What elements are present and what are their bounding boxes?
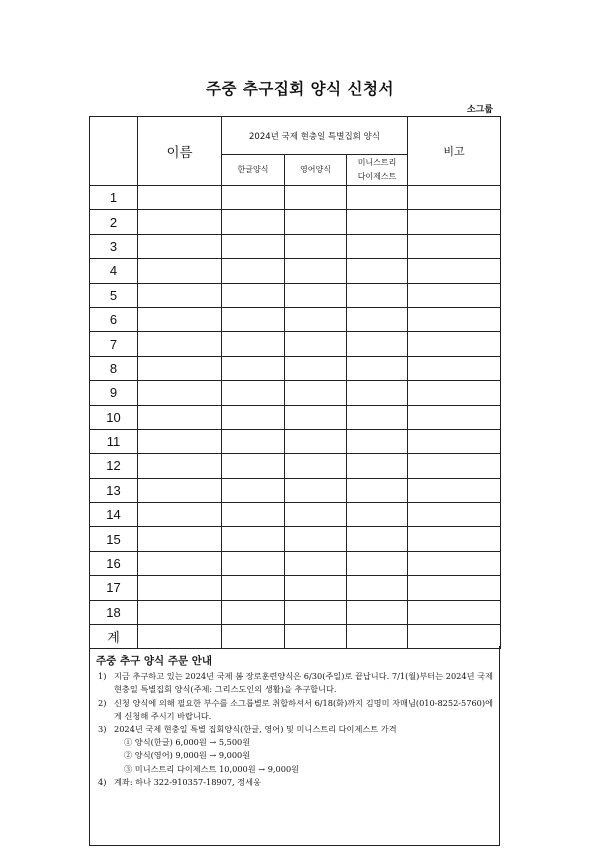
english-cell[interactable] <box>285 210 347 234</box>
price-korean: ① 양식(한글) 6,000원 → 5,500원 <box>124 737 251 748</box>
header-ministry-line2: 다이제스트 <box>357 172 397 181</box>
header-name: 이름 <box>138 117 222 186</box>
english-cell[interactable] <box>285 600 347 624</box>
application-table <box>89 116 501 649</box>
note-cell[interactable] <box>408 551 501 575</box>
ministry-cell[interactable] <box>347 356 408 380</box>
name-cell[interactable] <box>138 210 222 234</box>
ministry-cell[interactable] <box>347 234 408 258</box>
row-number: 14 <box>90 503 138 527</box>
row-number: 4 <box>90 259 138 283</box>
info-item-2 <box>96 697 493 723</box>
english-cell[interactable] <box>285 576 347 600</box>
note-cell[interactable] <box>408 307 501 331</box>
note-cell[interactable] <box>408 381 501 405</box>
info-item-text: 2024년 국제 현충일 특별 집회양식(한글, 영어) 및 미니스트리 다이제스트 가격 <box>114 724 397 735</box>
name-cell[interactable] <box>138 454 222 478</box>
row-number: 16 <box>90 551 138 575</box>
table-row <box>90 478 501 502</box>
table-row <box>90 429 501 453</box>
row-number: 1 <box>90 186 138 210</box>
note-cell[interactable] <box>408 259 501 283</box>
header-note: 비고 <box>408 117 501 186</box>
note-cell[interactable] <box>408 186 501 210</box>
row-number: 3 <box>90 234 138 258</box>
korean-cell[interactable] <box>222 576 285 600</box>
row-number: 12 <box>90 454 138 478</box>
english-cell[interactable] <box>285 307 347 331</box>
name-cell[interactable] <box>138 405 222 429</box>
header-number-cell <box>90 117 138 186</box>
table-row <box>90 600 501 624</box>
korean-cell[interactable] <box>222 405 285 429</box>
row-number: 5 <box>90 283 138 307</box>
name-cell[interactable] <box>138 234 222 258</box>
name-cell[interactable] <box>138 259 222 283</box>
korean-cell[interactable] <box>222 332 285 356</box>
note-cell[interactable] <box>408 600 501 624</box>
name-cell[interactable] <box>138 307 222 331</box>
english-cell[interactable] <box>285 259 347 283</box>
row-number: 6 <box>90 307 138 331</box>
header-ministry-digest <box>347 155 408 186</box>
korean-cell[interactable] <box>222 307 285 331</box>
ministry-cell[interactable] <box>347 576 408 600</box>
table-row <box>90 356 501 380</box>
english-cell[interactable] <box>285 356 347 380</box>
note-cell[interactable] <box>408 332 501 356</box>
ministry-cell[interactable] <box>347 210 408 234</box>
english-cell[interactable] <box>285 503 347 527</box>
table-row <box>90 551 501 575</box>
name-cell[interactable] <box>138 478 222 502</box>
ministry-cell[interactable] <box>347 454 408 478</box>
english-cell[interactable] <box>285 478 347 502</box>
row-number: 2 <box>90 210 138 234</box>
note-cell[interactable] <box>408 210 501 234</box>
korean-cell[interactable] <box>222 381 285 405</box>
ministry-cell[interactable] <box>347 551 408 575</box>
ministry-cell[interactable] <box>347 478 408 502</box>
korean-cell[interactable] <box>222 551 285 575</box>
name-cell[interactable] <box>138 381 222 405</box>
info-item-number: 4) <box>98 776 107 787</box>
name-cell[interactable] <box>138 527 222 551</box>
korean-cell[interactable] <box>222 429 285 453</box>
table-row <box>90 527 501 551</box>
korean-cell[interactable] <box>222 600 285 624</box>
header-korean-edition: 한글양식 <box>222 155 285 186</box>
row-number: 7 <box>90 332 138 356</box>
info-item-number: 2) <box>98 697 107 708</box>
row-number: 계 <box>90 625 138 649</box>
korean-cell[interactable] <box>222 234 285 258</box>
english-cell[interactable] <box>285 186 347 210</box>
name-cell[interactable] <box>138 600 222 624</box>
table-row <box>90 307 501 331</box>
info-item-1 <box>96 670 493 696</box>
table-row <box>90 454 501 478</box>
korean-cell[interactable] <box>222 527 285 551</box>
order-info-section <box>89 646 500 846</box>
ministry-cell[interactable] <box>347 259 408 283</box>
english-cell[interactable] <box>285 429 347 453</box>
info-item-4 <box>96 776 493 789</box>
header-special-edition: 2024년 국제 현충일 특별집회 양식 <box>222 117 408 155</box>
english-cell[interactable] <box>285 381 347 405</box>
korean-cell[interactable] <box>222 210 285 234</box>
name-cell[interactable] <box>138 283 222 307</box>
info-item-3 <box>96 723 493 736</box>
korean-cell[interactable] <box>222 454 285 478</box>
korean-cell[interactable] <box>222 356 285 380</box>
korean-cell[interactable] <box>222 186 285 210</box>
row-number: 15 <box>90 527 138 551</box>
info-item-text: 지금 추구하고 있는 2024년 국제 봄 장로훈련양식은 6/30(주일)로 끝납니다. 7/1(월)부터는 2024년 국제 현충일 특별집회 양식(주제: 그리스도인의 생활)을 추구합니다. <box>114 671 493 695</box>
row-number: 10 <box>90 405 138 429</box>
ministry-cell[interactable] <box>347 381 408 405</box>
ministry-cell[interactable] <box>347 186 408 210</box>
row-number: 11 <box>90 429 138 453</box>
note-cell[interactable] <box>408 454 501 478</box>
ministry-cell[interactable] <box>347 503 408 527</box>
note-cell[interactable] <box>408 405 501 429</box>
note-cell[interactable] <box>408 576 501 600</box>
row-number: 9 <box>90 381 138 405</box>
note-cell[interactable] <box>408 356 501 380</box>
table-row <box>90 210 501 234</box>
header-english-edition: 영어양식 <box>285 155 347 186</box>
order-info-title: 주중 추구 양식 주문 안내 <box>96 655 213 667</box>
name-cell[interactable] <box>138 503 222 527</box>
row-number: 8 <box>90 356 138 380</box>
info-item-text: 계좌: 하나 322-910357-18907, 정세웅 <box>114 776 261 787</box>
english-cell[interactable] <box>285 551 347 575</box>
name-cell[interactable] <box>138 429 222 453</box>
row-number: 18 <box>90 600 138 624</box>
english-cell[interactable] <box>285 283 347 307</box>
table-row <box>90 186 501 210</box>
english-cell[interactable] <box>285 454 347 478</box>
name-cell[interactable] <box>138 332 222 356</box>
table-row <box>90 381 501 405</box>
table-row <box>90 332 501 356</box>
note-cell[interactable] <box>408 503 501 527</box>
korean-cell[interactable] <box>222 503 285 527</box>
note-cell[interactable] <box>408 234 501 258</box>
name-cell[interactable] <box>138 356 222 380</box>
small-group-label: 소그룹 <box>388 102 493 117</box>
note-cell[interactable] <box>408 429 501 453</box>
korean-cell[interactable] <box>222 259 285 283</box>
note-cell[interactable] <box>408 283 501 307</box>
name-cell[interactable] <box>138 576 222 600</box>
table-row <box>90 405 501 429</box>
ministry-cell[interactable] <box>347 600 408 624</box>
info-item-text: 신청 양식에 의해 필요한 부수를 소그룹별로 취합하셔서 6/18(화)까지 김명미 자매님(010-8252-5760)에게 신청해 주시기 바랍니다. <box>114 697 493 721</box>
english-cell[interactable] <box>285 405 347 429</box>
price-ministry-digest: ③ 미니스트리 다이제스트 10,000원 → 9,000원 <box>124 763 300 774</box>
korean-cell[interactable] <box>222 478 285 502</box>
note-cell[interactable] <box>408 478 501 502</box>
ministry-cell[interactable] <box>347 527 408 551</box>
ministry-cell[interactable] <box>347 332 408 356</box>
info-item-number: 3) <box>98 724 107 735</box>
english-cell[interactable] <box>285 234 347 258</box>
table-row <box>90 259 501 283</box>
english-cell[interactable] <box>285 527 347 551</box>
page-title: 주중 추구집회 양식 신청서 <box>206 80 394 98</box>
table-row <box>90 234 501 258</box>
name-cell[interactable] <box>138 186 222 210</box>
ministry-cell[interactable] <box>347 307 408 331</box>
row-number: 17 <box>90 576 138 600</box>
korean-cell[interactable] <box>222 283 285 307</box>
ministry-cell[interactable] <box>347 429 408 453</box>
table-row <box>90 283 501 307</box>
header-ministry-line1: 미니스트리 <box>357 158 397 167</box>
name-cell[interactable] <box>138 551 222 575</box>
ministry-cell[interactable] <box>347 283 408 307</box>
info-item-number: 1) <box>98 671 107 682</box>
table-row <box>90 503 501 527</box>
english-cell[interactable] <box>285 332 347 356</box>
ministry-cell[interactable] <box>347 405 408 429</box>
table-row <box>90 576 501 600</box>
price-english: ② 양식(영어) 9,000원 → 9,000원 <box>124 750 251 761</box>
note-cell[interactable] <box>408 527 501 551</box>
row-number: 13 <box>90 478 138 502</box>
